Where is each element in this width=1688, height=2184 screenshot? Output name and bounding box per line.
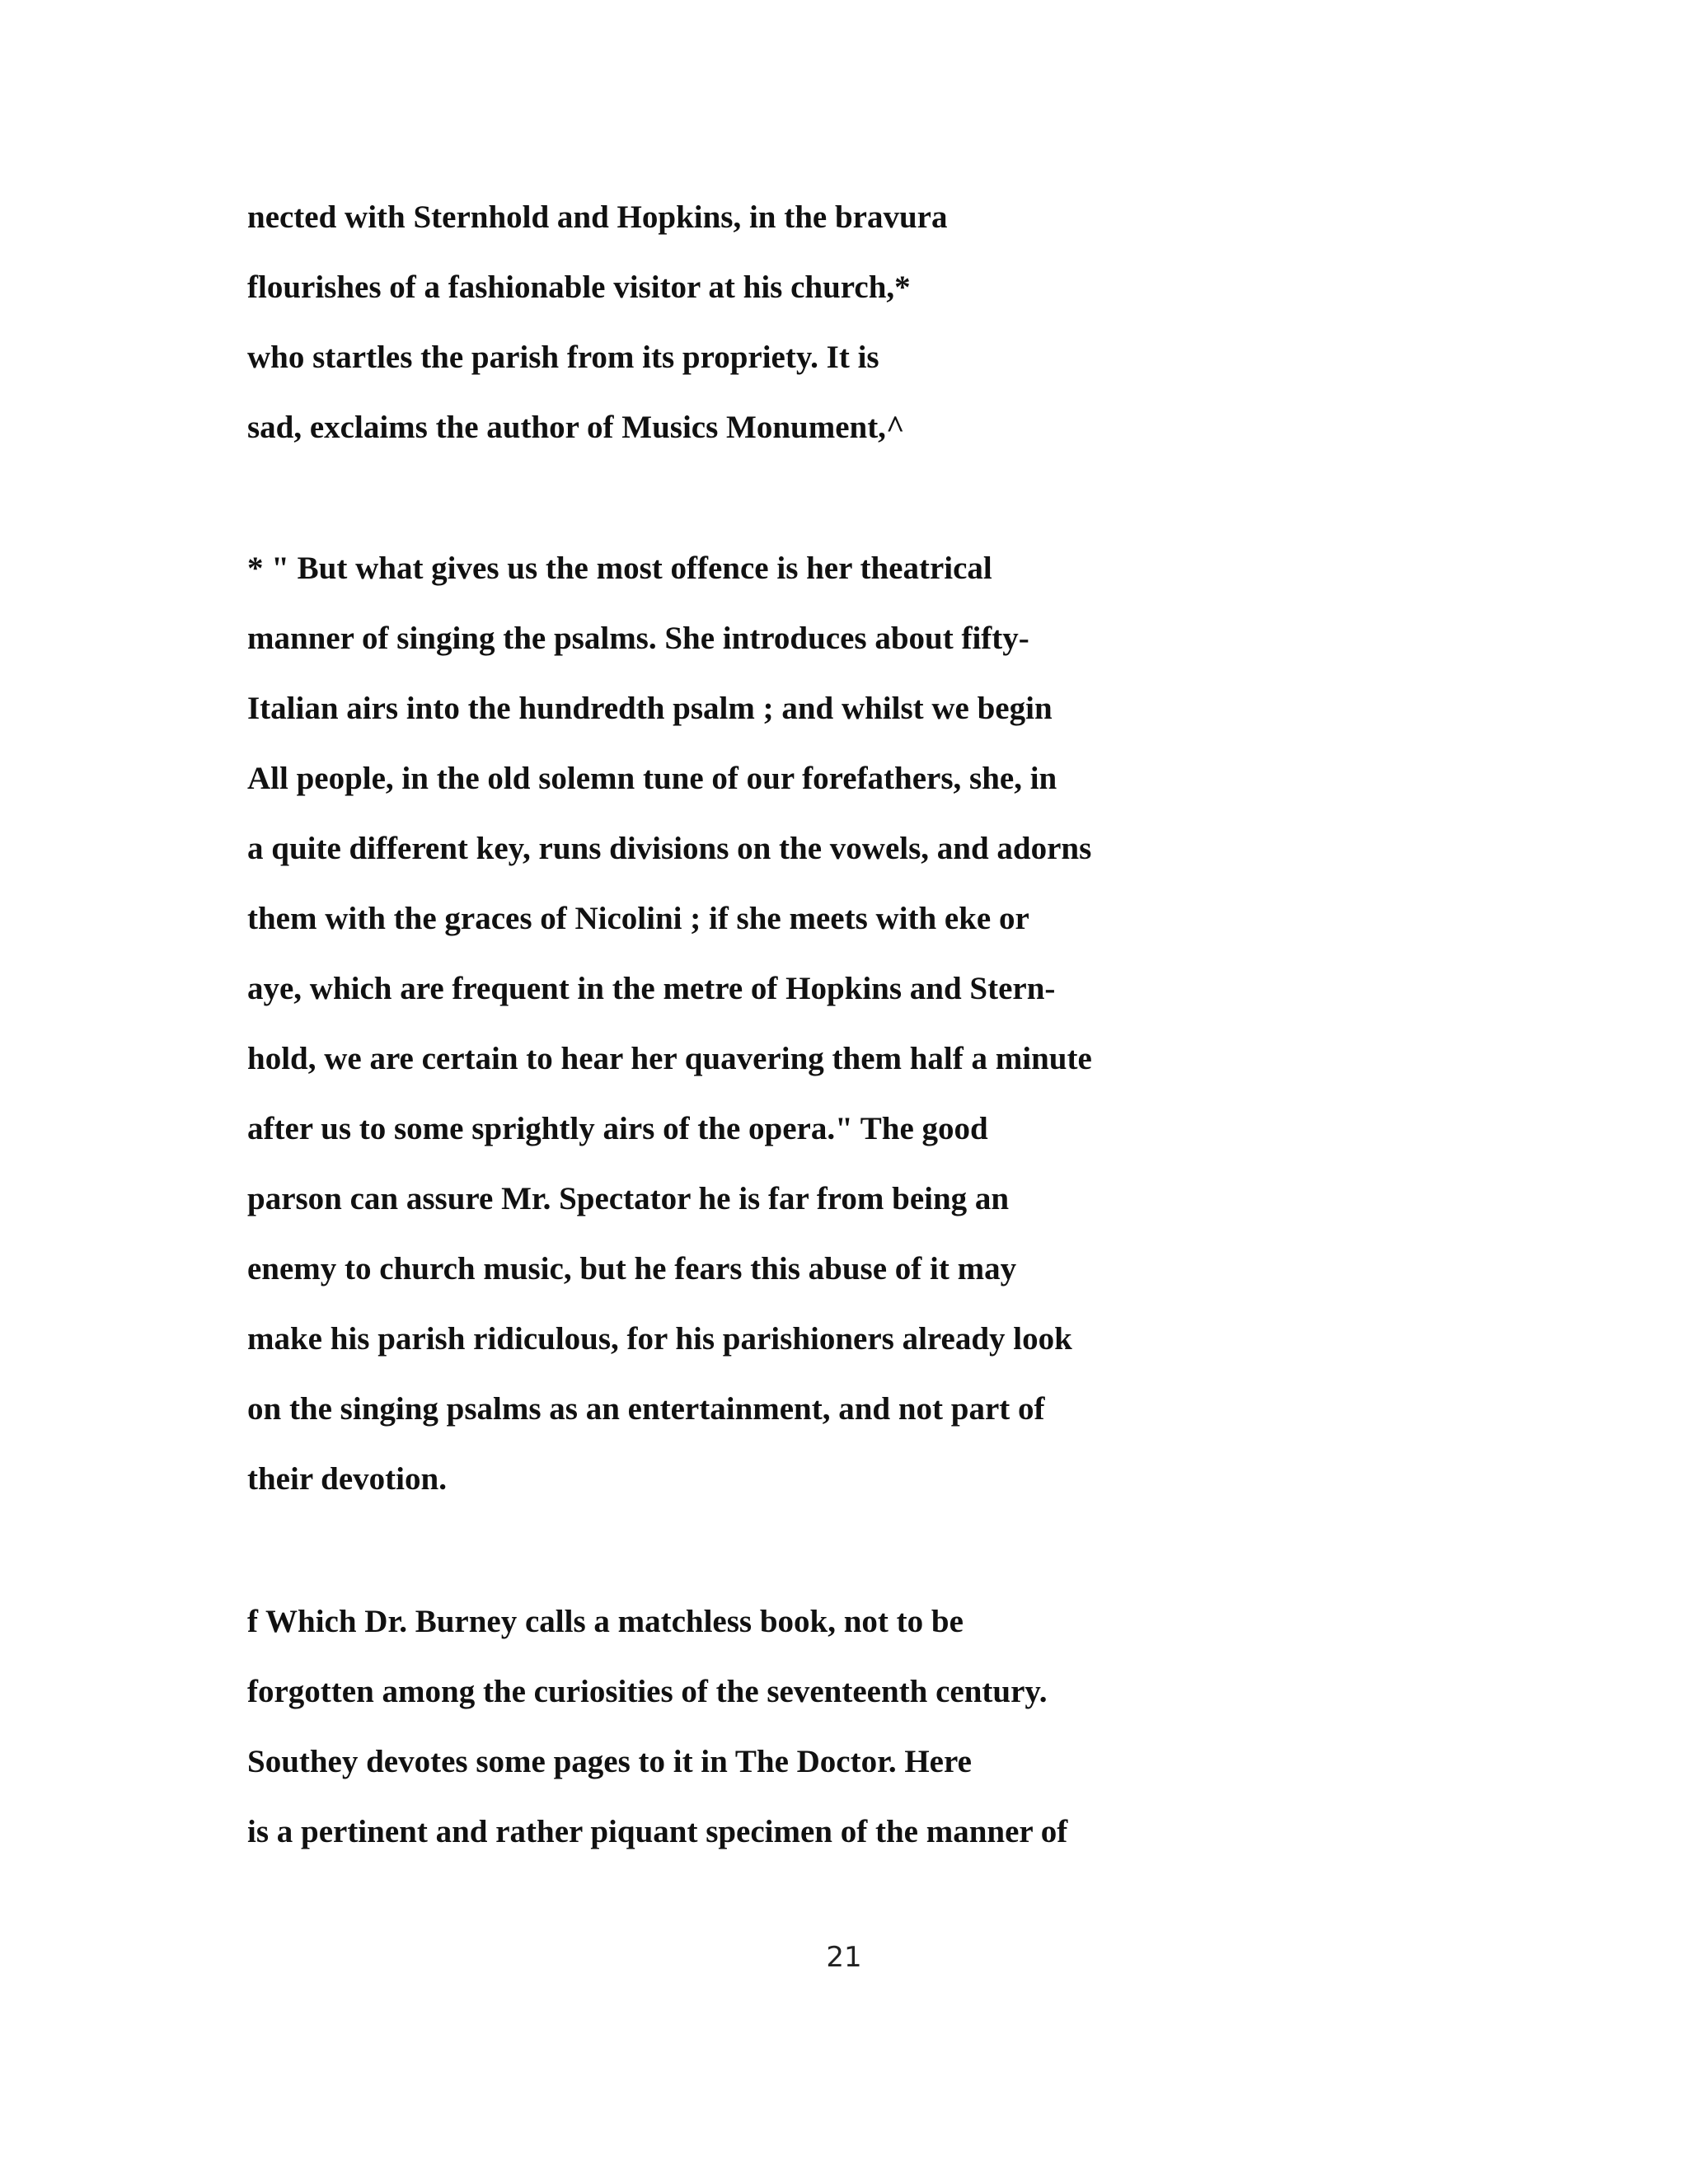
footnote-line: on the singing psalms as an entertainment, and not part of xyxy=(247,1391,1045,1427)
footnote-line: aye, which are frequent in the metre of Hopkins and Stern- xyxy=(247,971,1056,1006)
text-line: who startles the parish from its propriety. It is xyxy=(247,340,879,375)
footnote-line: their devotion. xyxy=(247,1461,447,1497)
footnote-line: enemy to church music, but he fears this abuse of it may xyxy=(247,1251,1017,1286)
footnote-line: All people, in the old solemn tune of our forefathers, she, in xyxy=(247,761,1057,796)
main-text-paragraph xyxy=(247,182,1484,462)
footnote-line: parson can assure Mr. Spectator he is far from being an xyxy=(247,1181,1010,1216)
footnote-line: forgotten among the curiosities of the seventeenth century. xyxy=(247,1674,1048,1709)
page-number: 21 xyxy=(826,1941,862,1974)
footnote-line: Italian airs into the hundredth psalm ; and whilst we begin xyxy=(247,691,1053,726)
footnote-dagger xyxy=(247,1586,1484,1867)
text-line: flourishes of a fashionable visitor at his church,* xyxy=(247,269,911,305)
footnote-asterisk xyxy=(247,533,1484,1514)
footnote-line: Southey devotes some pages to it in The Doctor. Here xyxy=(247,1744,972,1779)
footnote-line: a quite different key, runs divisions on the vowels, and adorns xyxy=(247,831,1092,866)
footnote-line: after us to some sprightly airs of the opera." The good xyxy=(247,1111,988,1146)
footnote-line: is a pertinent and rather piquant specimen of the manner of xyxy=(247,1814,1068,1849)
footnote-line: f Which Dr. Burney calls a matchless book, not to be xyxy=(247,1604,964,1639)
footnote-line: them with the graces of Nicolini ; if she meets with eke or xyxy=(247,901,1029,936)
footnote-line: hold, we are certain to hear her quavering them half a minute xyxy=(247,1041,1092,1076)
footnote-line: * " But what gives us the most offence is her theatrical xyxy=(247,551,992,586)
footnote-line: manner of singing the psalms. She introduces about fifty- xyxy=(247,621,1029,656)
text-line: sad, exclaims the author of Musics Monument,^ xyxy=(247,410,905,445)
text-line: nected with Sternhold and Hopkins, in the bravura xyxy=(247,199,948,235)
footnote-line: make his parish ridiculous, for his parishioners already look xyxy=(247,1321,1072,1357)
